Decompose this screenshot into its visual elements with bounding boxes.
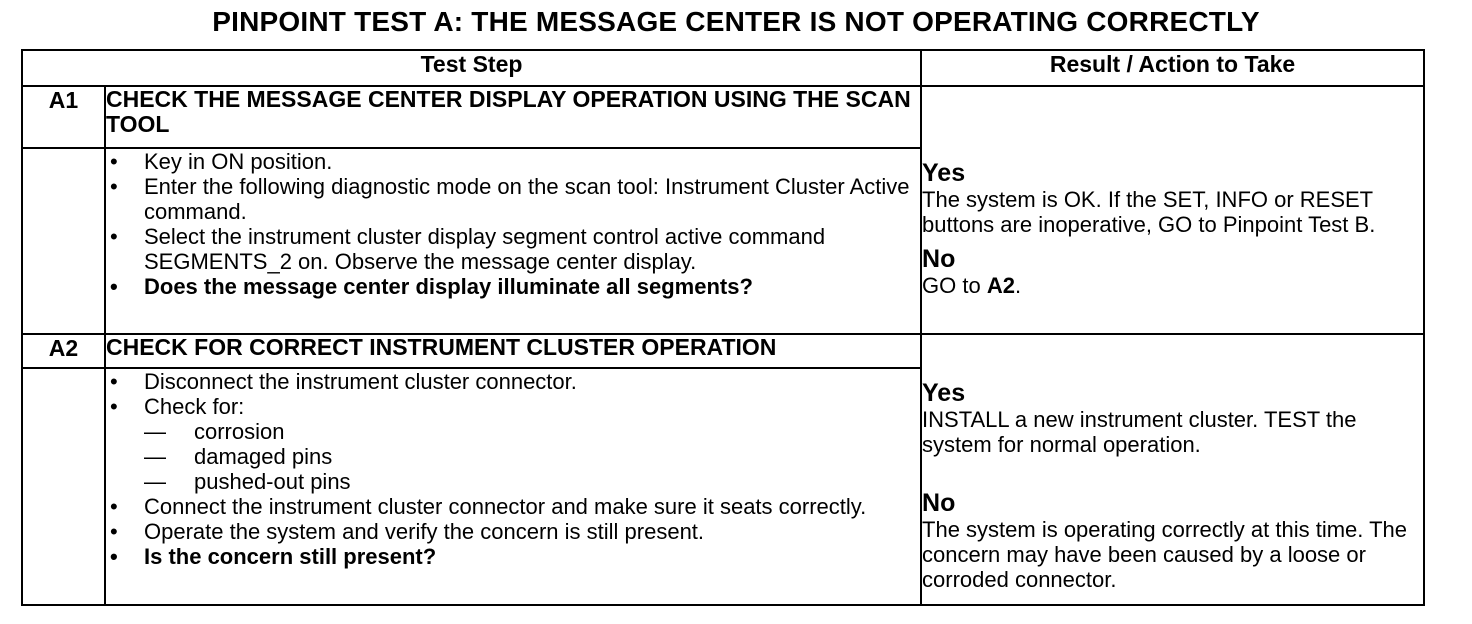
no-label-a2: No	[922, 489, 956, 517]
list-item: • Check for: — corrosion — damaged pins — pushed-out pins	[106, 394, 920, 494]
no-label-a1: No	[922, 245, 956, 273]
list-item: • Is the concern still present?	[110, 544, 437, 569]
step-body-a1	[105, 148, 921, 334]
page-title: PINPOINT TEST A: THE MESSAGE CENTER IS NOT OPERATING CORRECTLY	[212, 6, 1260, 37]
sub-list-item: — corrosion	[144, 419, 285, 444]
sub-list-item: — pushed-out pins	[144, 469, 351, 494]
step-id-a1: A1	[22, 86, 105, 148]
result-cell-a1	[921, 86, 1424, 334]
step-a1-title-row	[22, 86, 1424, 148]
header-result-action: Result / Action to Take	[921, 50, 1424, 86]
no-text-a2: The system is operating correctly at this time. The concern may have been caused by a loose or corroded connector.	[922, 517, 1408, 592]
yes-label-a2: Yes	[922, 379, 966, 407]
check-for-sublist	[144, 419, 920, 494]
step-name-a2: CHECK FOR CORRECT INSTRUMENT CLUSTER OPERATION	[105, 334, 921, 368]
header-row	[22, 50, 1424, 86]
sub-list-item: — damaged pins	[144, 444, 333, 469]
yes-text-a2: INSTALL a new instrument cluster. TEST the system for normal operation.	[922, 407, 1357, 457]
yes-label-a1: Yes	[922, 159, 966, 187]
list-item: • Select the instrument cluster display segment control active command SEGMENTS_2 on. Observe the message center display.	[110, 224, 826, 274]
header-test-step: Test Step	[22, 50, 921, 86]
list-item: • Enter the following diagnostic mode on the scan tool: Instrument Cluster Active command.	[110, 174, 910, 224]
step-name-a1: CHECK THE MESSAGE CENTER DISPLAY OPERATION USING THE SCAN TOOL	[105, 86, 921, 148]
step-id-a2: A2	[22, 334, 105, 368]
list-item: • Key in ON position.	[110, 149, 333, 174]
step-a1-bullet-list	[106, 149, 920, 299]
list-item: • Operate the system and verify the concern is still present.	[110, 519, 705, 544]
list-item: • Disconnect the instrument cluster connector.	[110, 369, 577, 394]
pinpoint-test-table	[21, 49, 1425, 606]
step-body-a2	[105, 368, 921, 605]
step-a2-title-row	[22, 334, 1424, 368]
list-item: • Connect the instrument cluster connector and make sure it seats correctly.	[110, 494, 867, 519]
step-a1-id-blank	[22, 148, 105, 334]
list-item: • Does the message center display illuminate all segments?	[110, 274, 753, 299]
result-cell-a2	[921, 334, 1424, 605]
yes-text-a1: The system is OK. If the SET, INFO or RESET buttons are inoperative, GO to Pinpoint Test B.	[922, 187, 1376, 237]
step-a2-id-blank	[22, 368, 105, 605]
no-text-a1: GO to A2.	[922, 273, 1022, 298]
step-a2-bullet-list	[106, 369, 920, 569]
